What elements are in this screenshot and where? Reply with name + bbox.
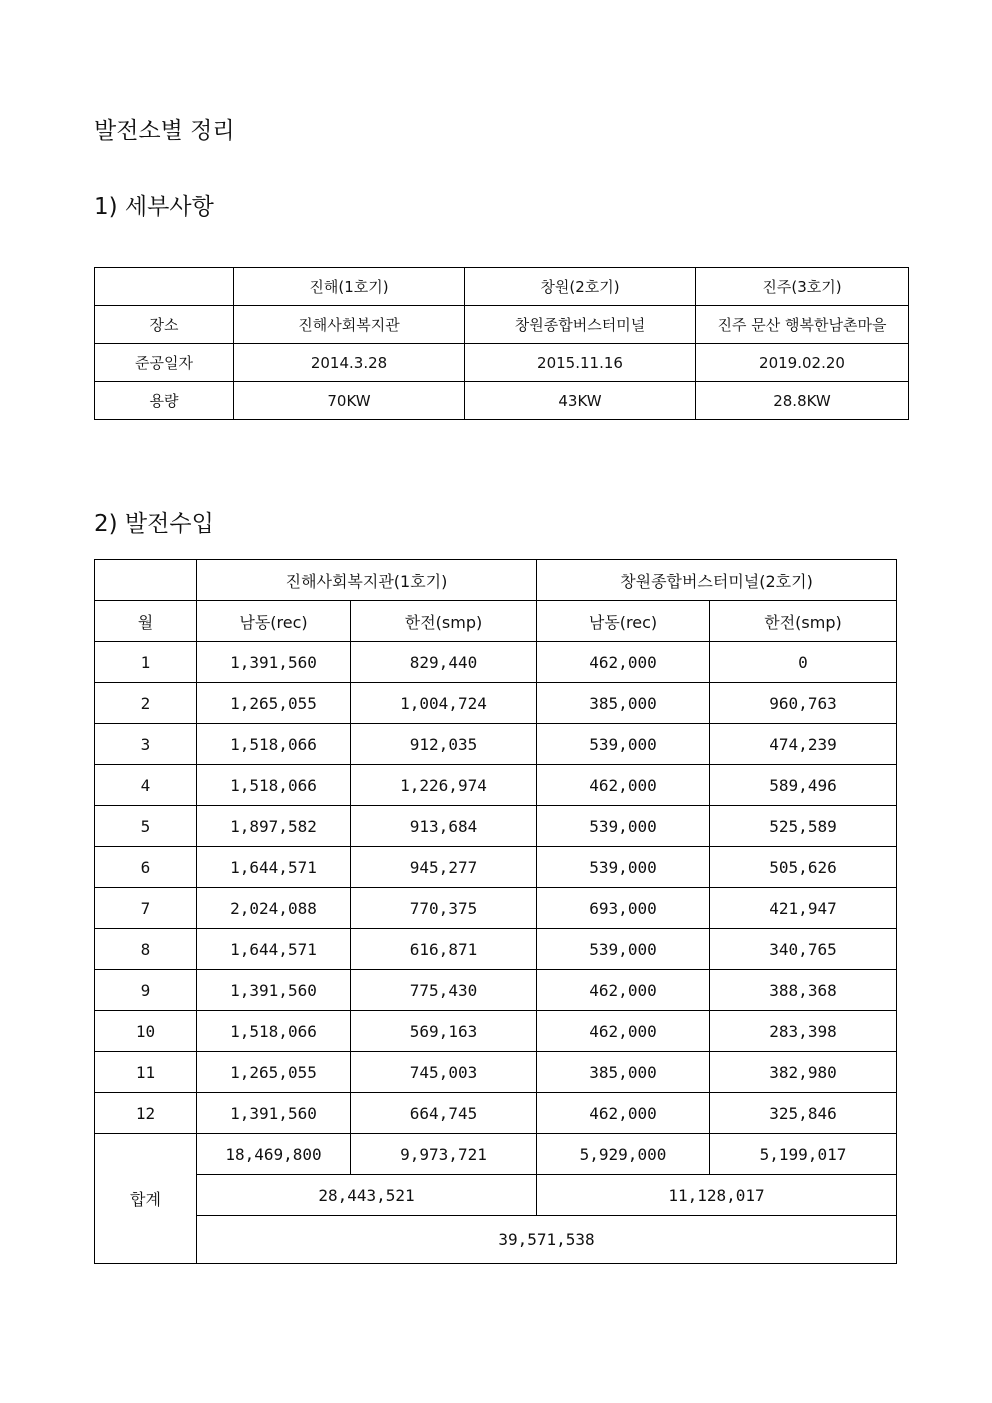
- income-total-cell: 9,973,721: [351, 1134, 537, 1175]
- income-grand-total: 39,571,538: [197, 1216, 897, 1264]
- income-value-cell: 385,000: [537, 683, 710, 724]
- income-value-cell: 462,000: [537, 765, 710, 806]
- income-value-cell: 1,391,560: [197, 642, 351, 683]
- income-value-cell: 421,947: [710, 888, 897, 929]
- income-value-cell: 388,368: [710, 970, 897, 1011]
- income-month-row: [95, 806, 897, 847]
- income-sub-header: 한전(smp): [351, 601, 537, 642]
- income-value-cell: 382,980: [710, 1052, 897, 1093]
- section-heading-income: 2) 발전수입: [94, 511, 214, 537]
- details-cell: 진주 문산 행복한남촌마을: [696, 306, 909, 344]
- income-value-cell: 569,163: [351, 1011, 537, 1052]
- income-value-cell: 539,000: [537, 724, 710, 765]
- income-month-cell: 2: [95, 683, 197, 724]
- income-month-cell: 9: [95, 970, 197, 1011]
- income-value-cell: 1,265,055: [197, 1052, 351, 1093]
- details-row-label: 장소: [95, 306, 234, 344]
- income-month-cell: 4: [95, 765, 197, 806]
- income-value-cell: 385,000: [537, 1052, 710, 1093]
- income-total-label: 합계: [95, 1134, 197, 1264]
- income-value-cell: 1,644,571: [197, 847, 351, 888]
- income-month-row: [95, 847, 897, 888]
- income-value-cell: 525,589: [710, 806, 897, 847]
- income-month-row: [95, 1011, 897, 1052]
- income-group-header-unit1: 진해사회복지관(1호기): [197, 560, 537, 601]
- income-total-cell: 5,929,000: [537, 1134, 710, 1175]
- income-month-row: [95, 642, 897, 683]
- income-value-cell: 829,440: [351, 642, 537, 683]
- income-corner-cell: [95, 560, 197, 601]
- income-value-cell: 1,644,571: [197, 929, 351, 970]
- income-value-cell: 664,745: [351, 1093, 537, 1134]
- income-grand-total-row: [95, 1216, 897, 1264]
- income-value-cell: 1,518,066: [197, 1011, 351, 1052]
- income-month-row: [95, 683, 897, 724]
- details-cell: 2015.11.16: [465, 344, 696, 382]
- details-row-completion-date: [95, 344, 909, 382]
- income-month-cell: 11: [95, 1052, 197, 1093]
- income-value-cell: 693,000: [537, 888, 710, 929]
- income-value-cell: 539,000: [537, 847, 710, 888]
- income-month-row: [95, 765, 897, 806]
- details-cell: 70KW: [234, 382, 465, 420]
- income-value-cell: 775,430: [351, 970, 537, 1011]
- income-value-cell: 2,024,088: [197, 888, 351, 929]
- income-month-row: [95, 1093, 897, 1134]
- page-title: 발전소별 정리: [94, 118, 235, 144]
- income-value-cell: 474,239: [710, 724, 897, 765]
- income-value-cell: 589,496: [710, 765, 897, 806]
- income-value-cell: 283,398: [710, 1011, 897, 1052]
- income-value-cell: 1,226,974: [351, 765, 537, 806]
- income-month-row: [95, 970, 897, 1011]
- income-month-cell: 6: [95, 847, 197, 888]
- income-month-row: [95, 929, 897, 970]
- details-cell: 진해사회복지관: [234, 306, 465, 344]
- income-value-cell: 745,003: [351, 1052, 537, 1093]
- income-value-cell: 1,391,560: [197, 970, 351, 1011]
- income-sub-header: 남동(rec): [197, 601, 351, 642]
- income-value-cell: 505,626: [710, 847, 897, 888]
- details-cell: 2014.3.28: [234, 344, 465, 382]
- income-sub-header: 한전(smp): [710, 601, 897, 642]
- details-row-label: 용량: [95, 382, 234, 420]
- income-value-cell: 462,000: [537, 1093, 710, 1134]
- details-cell: 28.8KW: [696, 382, 909, 420]
- details-corner-cell: [95, 268, 234, 306]
- income-value-cell: 1,897,582: [197, 806, 351, 847]
- income-value-cell: 539,000: [537, 929, 710, 970]
- income-value-cell: 960,763: [710, 683, 897, 724]
- income-month-row: [95, 1052, 897, 1093]
- income-value-cell: 1,004,724: [351, 683, 537, 724]
- income-unit-total-row: [95, 1175, 897, 1216]
- details-row-label: 준공일자: [95, 344, 234, 382]
- income-value-cell: 340,765: [710, 929, 897, 970]
- details-header-row: [95, 268, 909, 306]
- income-month-cell: 7: [95, 888, 197, 929]
- details-cell: 43KW: [465, 382, 696, 420]
- income-value-cell: 1,391,560: [197, 1093, 351, 1134]
- income-sub-header-row: [95, 601, 897, 642]
- income-value-cell: 1,518,066: [197, 724, 351, 765]
- income-unit1-total: 28,443,521: [197, 1175, 537, 1216]
- income-value-cell: 616,871: [351, 929, 537, 970]
- income-value-cell: 462,000: [537, 970, 710, 1011]
- income-value-cell: 770,375: [351, 888, 537, 929]
- section-heading-details: 1) 세부사항: [94, 194, 214, 220]
- details-cell: 2019.02.20: [696, 344, 909, 382]
- income-value-cell: 912,035: [351, 724, 537, 765]
- income-month-cell: 3: [95, 724, 197, 765]
- income-value-cell: 945,277: [351, 847, 537, 888]
- income-month-cell: 10: [95, 1011, 197, 1052]
- details-cell: 창원종합버스터미널: [465, 306, 696, 344]
- income-month-cell: 8: [95, 929, 197, 970]
- income-value-cell: 325,846: [710, 1093, 897, 1134]
- details-row-capacity: [95, 382, 909, 420]
- income-unit2-total: 11,128,017: [537, 1175, 897, 1216]
- details-table: [94, 267, 909, 420]
- income-total-cell: 18,469,800: [197, 1134, 351, 1175]
- income-month-row: [95, 724, 897, 765]
- details-row-location: [95, 306, 909, 344]
- income-total-column-row: [95, 1134, 897, 1175]
- income-month-cell: 12: [95, 1093, 197, 1134]
- income-group-header-row: [95, 560, 897, 601]
- income-value-cell: 462,000: [537, 1011, 710, 1052]
- income-value-cell: 539,000: [537, 806, 710, 847]
- income-value-cell: 1,518,066: [197, 765, 351, 806]
- income-month-header: 월: [95, 601, 197, 642]
- income-total-cell: 5,199,017: [710, 1134, 897, 1175]
- details-column-header: 진주(3호기): [696, 268, 909, 306]
- income-sub-header: 남동(rec): [537, 601, 710, 642]
- details-column-header: 창원(2호기): [465, 268, 696, 306]
- income-group-header-unit2: 창원종합버스터미널(2호기): [537, 560, 897, 601]
- income-value-cell: 913,684: [351, 806, 537, 847]
- income-table: [94, 559, 897, 1264]
- income-month-row: [95, 888, 897, 929]
- income-value-cell: 1,265,055: [197, 683, 351, 724]
- income-month-cell: 1: [95, 642, 197, 683]
- income-value-cell: 462,000: [537, 642, 710, 683]
- details-column-header: 진해(1호기): [234, 268, 465, 306]
- income-value-cell: 0: [710, 642, 897, 683]
- income-month-cell: 5: [95, 806, 197, 847]
